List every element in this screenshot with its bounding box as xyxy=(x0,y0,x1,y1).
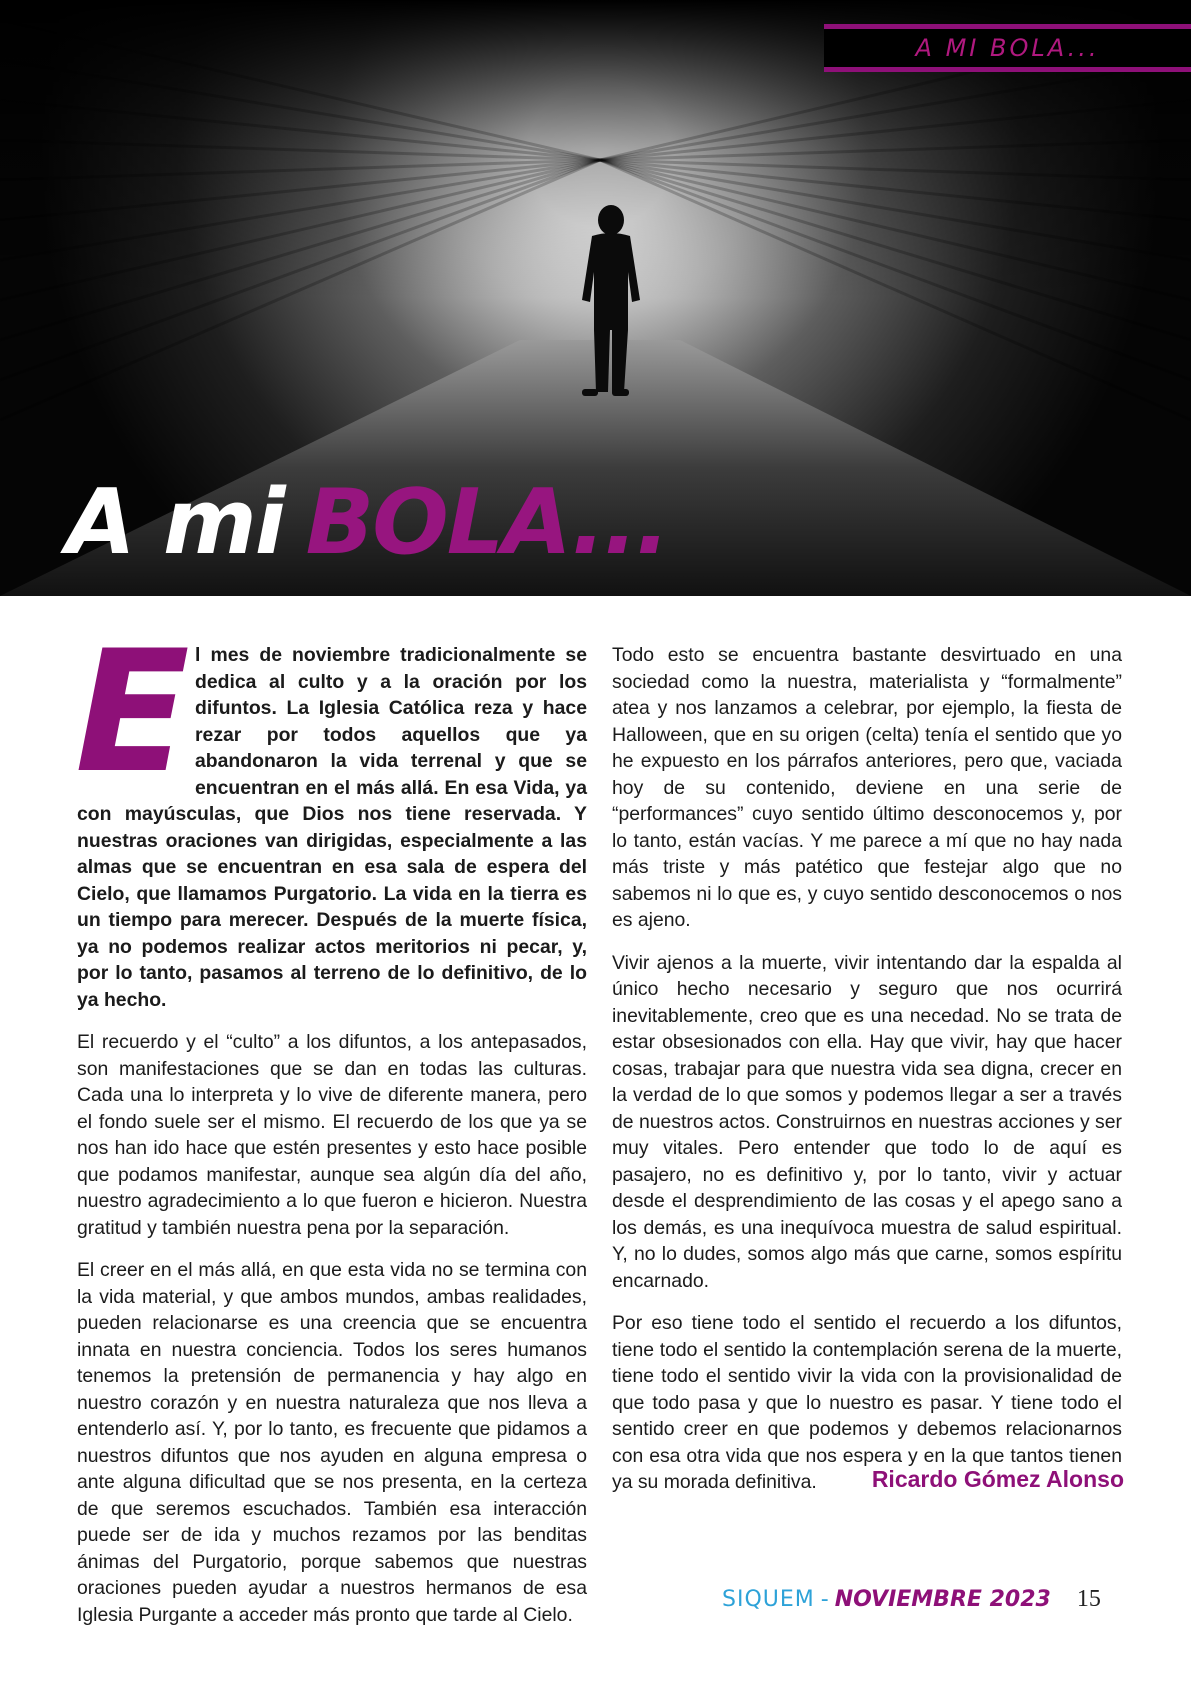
section-tag-label: A MI BOLA... xyxy=(915,34,1100,62)
page-number: 15 xyxy=(1076,1586,1101,1612)
lead-paragraph: l mes de noviembre tradicionalmente se dedica al culto y a la oración por los difuntos. La Iglesia Católica reza y hace rezar por todos aquellos que ya abandonaron la vida terrenal y que se encuentran en el más allá. En esa Vida, ya con mayúsculas, que Dios nos tiene reservada. Y nuestras oraciones van dirigidas, especialmente a las almas que se encuentran en esa sala de espera del Cielo, que llamamos Purgatorio. La vida en la tierra es un tiempo para merecer. Después de la muerte física, ya no podemos realizar actos meritorios ni pecar, y, por lo tanto, pasamos al terreno de lo definitivo, de lo ya hecho. xyxy=(77,644,587,1011)
article-right-column xyxy=(612,642,1122,1512)
body-paragraph: Por eso tiene todo el sentido el recuerdo a los difuntos, tiene todo el sentido la contemplación serena de la muerte, tiene todo el sentido vivir la vida con la provisionalidad de que todo pasa y que lo nuestro es pasar. Y tiene todo el sentido creer en que podemos y debemos relacionarnos con esa otra vida que nos espera y en la que tantos tienen ya su morada definitiva. xyxy=(612,1312,1122,1493)
page-footer xyxy=(722,1586,1122,1613)
section-tag xyxy=(824,24,1191,72)
article-left-column xyxy=(75,614,587,1644)
title-white-part: A mi xyxy=(66,470,284,575)
body-paragraph: El recuerdo y el “culto” a los difuntos, a los antepasados, son manifestaciones que se dan en todas las culturas. Cada una lo interpreta y lo vive de diferente manera, pero el fondo suele ser el mismo. El recuerdo de los que ya se nos han ido hace que estén presentes y esto hace posible que podamos manifestar, aunque sea algún día del año, nuestro agradecimiento a lo que fueron e hicieron. Nuestra gratitud y también nuestra pena por la separación. xyxy=(77,1031,587,1239)
magazine-name: SIQUEM xyxy=(722,1587,815,1612)
dropcap xyxy=(75,614,195,810)
title-accent-part: BOLA... xyxy=(305,470,668,575)
page-title xyxy=(66,470,668,575)
dropcap-letter: E xyxy=(75,614,190,810)
body-paragraph: Vivir ajenos a la muerte, vivir intentando dar la espalda al único hecho necesario y seguro que nos ocurrirá inevitablemente, creo que es una necedad. No se trata de estar obsesionados con ella. Hay que vivir, hay que hacer cosas, trabajar para que nuestra vida sea digna, crecer en la verdad de lo que somos y podemos llegar a ser a través de nuestros actos. Construirnos en nuestras acciones y ser muy vitales. Pero entender que todo lo de aquí es pasajero, no es definitivo y, por lo tanto, vivir y actuar desde el desprendimiento de las cosas y el apego sano a los demás, es una inequívoca muestra de salud espiritual. Y, no lo dudes, somos algo más que carne, somos espíritu encarnado. xyxy=(612,951,1122,1292)
hero-banner xyxy=(0,0,1191,596)
body-paragraph: Todo esto se encuentra bastante desvirtuado en una sociedad como la nuestra, materialista y “formalmente” atea y nos lanzamos a celebrar, por ejemplo, la fiesta de Halloween, que en su origen (celta) tenía el sentido que yo he expuesto en los párrafos anteriores, pero que, vaciada hoy de su contenido, deviene en una serie de “performances” cuyo sentido último desconocemos y, por lo tanto, están vacías. Y me parece a mí que no hay nada más triste y más patético que festejar algo que no sabemos ni lo que es, y cuyo sentido desconocemos o nos es ajeno. xyxy=(612,644,1122,931)
body-paragraph: El creer en el más allá, en que esta vida no se termina con la vida material, y que ambos mundos, ambas realidades, pueden relacionarse es una creencia que se encuentra innata en nuestra conciencia. Todos los seres humanos tenemos la pretensión de permanencia y hay algo en nuestro corazón y en nuestra naturaleza que nos lleva a entenderlo así. Y, por lo tanto, es frecuente que pidamos a nuestros difuntos que nos ayuden en alguna empresa o ante alguna dificultad que se nos presenta, en la certeza de que seremos escuchados. También esa interacción puede ser de ida y muchos rezamos por las benditas ánimas del Purgatorio, porque sabemos que nuestras oraciones pueden ayudar a nuestros hermanos de esa Iglesia Purgante a acceder más pronto que tarde al Cielo. xyxy=(77,1259,587,1626)
footer-separator: - xyxy=(820,1587,829,1612)
author-byline: Ricardo Gómez Alonso xyxy=(871,1466,1124,1492)
issue-date: NOVIEMBRE 2023 xyxy=(834,1587,1051,1612)
